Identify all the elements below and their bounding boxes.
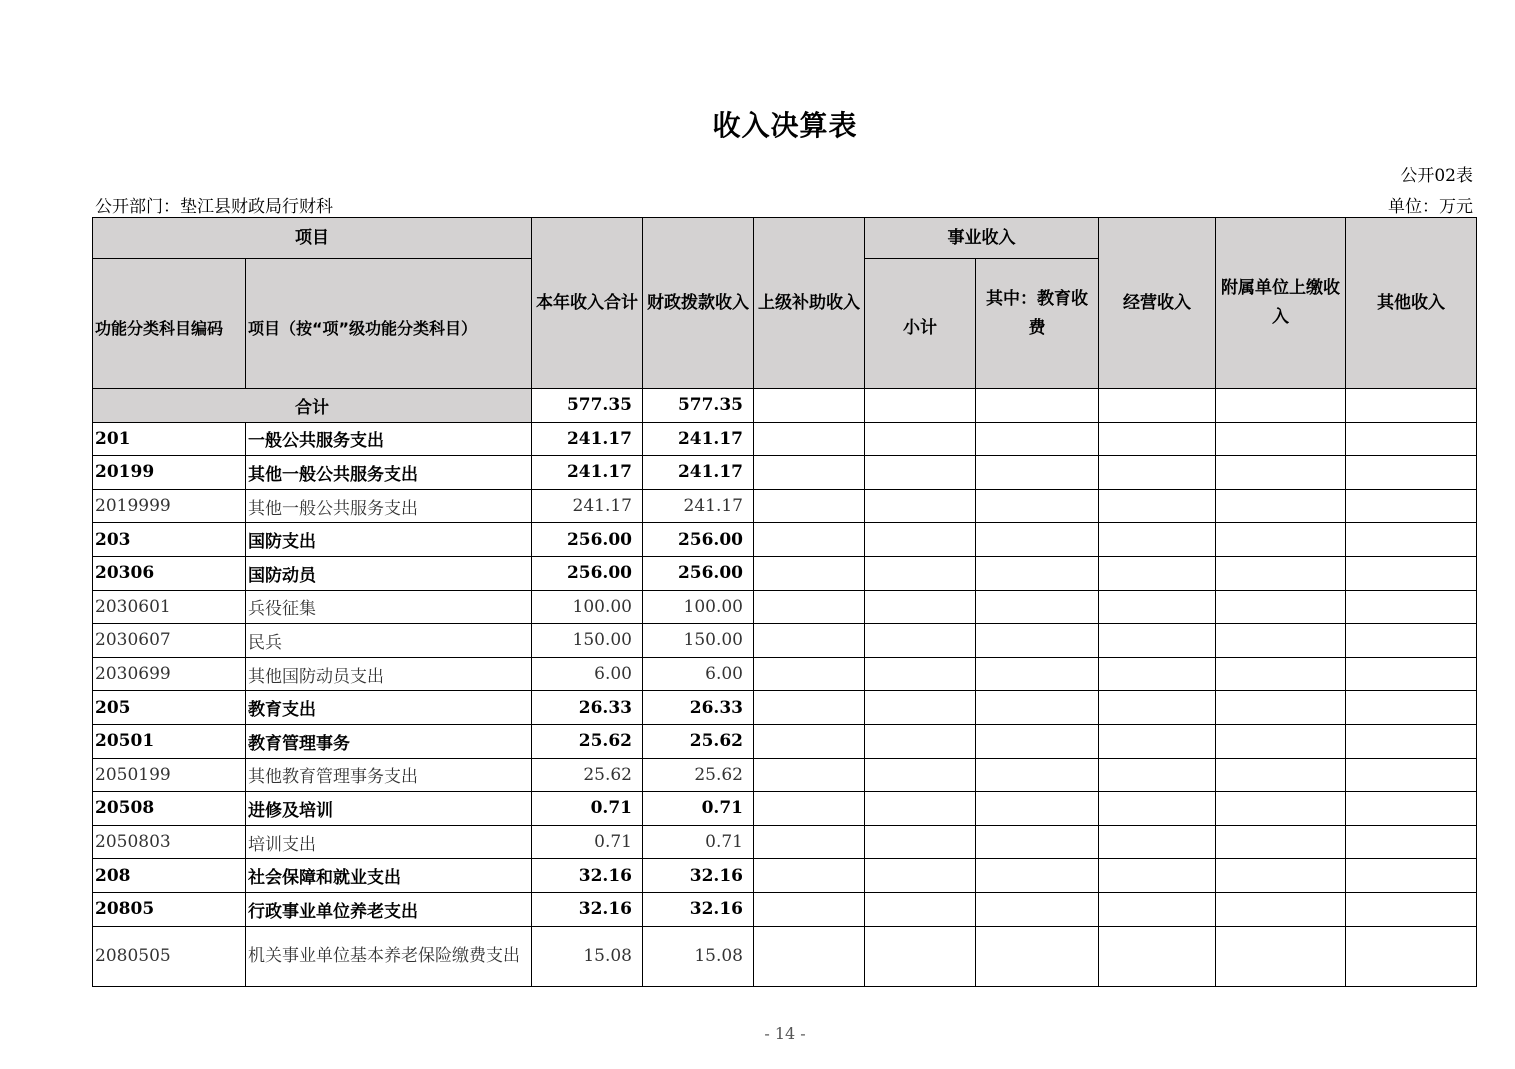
empty-cell (1216, 590, 1346, 624)
empty-cell (976, 859, 1099, 893)
page-title: 收入决算表 (712, 109, 858, 142)
row-code: 205 (93, 691, 246, 725)
row-total-income: 256.00 (532, 556, 643, 590)
table-row (93, 523, 1477, 557)
empty-cell (1346, 825, 1477, 859)
empty-cell (1099, 892, 1216, 926)
row-code: 20306 (93, 556, 246, 590)
header-affiliated: 附属单位上缴收入 (1216, 218, 1346, 389)
row-name: 国防动员 (246, 556, 532, 590)
empty-cell (865, 825, 976, 859)
empty-cell (1216, 892, 1346, 926)
empty-cell (1216, 691, 1346, 725)
row-total-income: 6.00 (532, 657, 643, 691)
row-fiscal: 15.08 (643, 926, 754, 986)
table-row (93, 422, 1477, 456)
empty-cell (865, 590, 976, 624)
row-code: 2019999 (93, 489, 246, 523)
row-fiscal: 256.00 (643, 523, 754, 557)
empty-cell (1099, 489, 1216, 523)
row-name: 兵役征集 (246, 590, 532, 624)
empty-cell (976, 422, 1099, 456)
table-row (93, 624, 1477, 658)
row-total-income: 241.17 (532, 456, 643, 490)
empty-cell (1346, 691, 1477, 725)
row-total-income: 26.33 (532, 691, 643, 725)
empty-cell (754, 456, 865, 490)
row-name: 国防支出 (246, 523, 532, 557)
empty-cell (1216, 422, 1346, 456)
row-fiscal: 0.71 (643, 825, 754, 859)
row-name: 其他一般公共服务支出 (246, 489, 532, 523)
row-fiscal: 32.16 (643, 892, 754, 926)
row-total-income: 241.17 (532, 489, 643, 523)
header-total-income: 本年收入合计 (532, 218, 643, 389)
row-name: 一般公共服务支出 (246, 422, 532, 456)
row-total-income: 32.16 (532, 859, 643, 893)
empty-cell (754, 489, 865, 523)
empty-cell (1346, 624, 1477, 658)
row-code: 2050803 (93, 825, 246, 859)
table-row (93, 724, 1477, 758)
empty-cell (976, 792, 1099, 826)
total-fiscal-value: 577.35 (643, 389, 754, 423)
empty-cell (1346, 489, 1477, 523)
empty-cell (976, 624, 1099, 658)
empty-cell (754, 859, 865, 893)
empty-cell (1216, 556, 1346, 590)
empty-cell (1346, 926, 1477, 986)
row-code: 208 (93, 859, 246, 893)
empty-cell (976, 892, 1099, 926)
empty-cell (1346, 892, 1477, 926)
department-label: 公开部门：垫江县财政局行财科 (95, 197, 333, 217)
empty-cell (1346, 556, 1477, 590)
row-fiscal: 32.16 (643, 859, 754, 893)
empty-cell (754, 556, 865, 590)
row-name: 行政事业单位养老支出 (246, 892, 532, 926)
header-edu-fee: 其中：教育收费 (976, 259, 1099, 389)
total-label: 合计 (93, 389, 532, 423)
row-name: 教育管理事务 (246, 724, 532, 758)
empty-cell (865, 523, 976, 557)
header-subtotal: 小计 (865, 259, 976, 389)
row-total-income: 25.62 (532, 724, 643, 758)
empty-cell (1216, 825, 1346, 859)
unit-label: 单位：万元 (1388, 197, 1473, 217)
row-code: 20805 (93, 892, 246, 926)
row-name: 其他国防动员支出 (246, 657, 532, 691)
empty-cell (1099, 624, 1216, 658)
empty-cell (754, 691, 865, 725)
empty-cell (976, 590, 1099, 624)
empty-cell (976, 456, 1099, 490)
empty-cell (1099, 758, 1216, 792)
row-fiscal: 100.00 (643, 590, 754, 624)
empty-cell (865, 724, 976, 758)
table-row (93, 489, 1477, 523)
header-fiscal: 财政拨款收入 (643, 218, 754, 389)
empty-cell (754, 892, 865, 926)
empty-cell (865, 624, 976, 658)
empty-cell (976, 724, 1099, 758)
table-row (93, 590, 1477, 624)
empty-cell (865, 691, 976, 725)
income-table (92, 217, 1477, 987)
row-fiscal: 25.62 (643, 724, 754, 758)
empty-cell (865, 892, 976, 926)
row-total-income: 15.08 (532, 926, 643, 986)
table-row (93, 758, 1477, 792)
table-row (93, 657, 1477, 691)
row-fiscal: 241.17 (643, 456, 754, 490)
empty-cell (1216, 523, 1346, 557)
row-code: 20501 (93, 724, 246, 758)
empty-cell (1346, 422, 1477, 456)
empty-cell (754, 657, 865, 691)
empty-cell (865, 556, 976, 590)
row-total-income: 241.17 (532, 422, 643, 456)
empty-cell (754, 926, 865, 986)
empty-cell (865, 489, 976, 523)
empty-cell (1216, 657, 1346, 691)
table-row (93, 456, 1477, 490)
empty-cell (754, 792, 865, 826)
empty-cell (1216, 489, 1346, 523)
row-name: 社会保障和就业支出 (246, 859, 532, 893)
empty-cell (1099, 556, 1216, 590)
empty-cell (1216, 624, 1346, 658)
empty-cell (1099, 657, 1216, 691)
empty-cell (1099, 523, 1216, 557)
empty-cell (754, 825, 865, 859)
row-code: 2050199 (93, 758, 246, 792)
row-code: 2030699 (93, 657, 246, 691)
row-code: 2030607 (93, 624, 246, 658)
row-code: 20199 (93, 456, 246, 490)
row-fiscal: 241.17 (643, 489, 754, 523)
empty-cell (754, 422, 865, 456)
empty-cell (976, 926, 1099, 986)
empty-cell (1099, 691, 1216, 725)
row-total-income: 0.71 (532, 792, 643, 826)
header-project: 项目 (93, 218, 532, 259)
empty-cell (1216, 456, 1346, 490)
empty-cell (865, 792, 976, 826)
row-code: 201 (93, 422, 246, 456)
empty-cell (865, 422, 976, 456)
table-row (93, 859, 1477, 893)
row-name: 教育支出 (246, 691, 532, 725)
empty-cell (1099, 422, 1216, 456)
row-total-income: 150.00 (532, 624, 643, 658)
empty-cell (754, 724, 865, 758)
empty-cell (1346, 456, 1477, 490)
row-name: 培训支出 (246, 825, 532, 859)
empty-cell (1346, 758, 1477, 792)
total-income-value: 577.35 (532, 389, 643, 423)
empty-cell (1346, 859, 1477, 893)
empty-cell (1346, 792, 1477, 826)
header-code: 功能分类科目编码 (93, 259, 246, 389)
empty-cell (976, 657, 1099, 691)
form-number: 公开02表 (1400, 166, 1473, 186)
table-row (93, 892, 1477, 926)
row-fiscal: 25.62 (643, 758, 754, 792)
empty-cell (1099, 859, 1216, 893)
page-number: - 14 - (764, 1024, 806, 1043)
empty-cell (976, 758, 1099, 792)
row-total-income: 100.00 (532, 590, 643, 624)
empty-cell (1216, 926, 1346, 986)
empty-cell (1346, 657, 1477, 691)
row-name: 民兵 (246, 624, 532, 658)
row-name: 机关事业单位基本养老保险缴费支出 (246, 926, 532, 986)
row-fiscal: 241.17 (643, 422, 754, 456)
row-name: 进修及培训 (246, 792, 532, 826)
total-row (93, 389, 1477, 423)
row-code: 2080505 (93, 926, 246, 986)
empty-cell (1099, 456, 1216, 490)
table-row (93, 825, 1477, 859)
header-superior: 上级补助收入 (754, 218, 865, 389)
empty-cell (754, 590, 865, 624)
empty-cell (976, 556, 1099, 590)
empty-cell (865, 859, 976, 893)
empty-cell (1216, 724, 1346, 758)
row-name: 其他一般公共服务支出 (246, 456, 532, 490)
row-fiscal: 150.00 (643, 624, 754, 658)
table-row (93, 691, 1477, 725)
empty-cell (865, 657, 976, 691)
row-total-income: 256.00 (532, 523, 643, 557)
empty-cell (754, 523, 865, 557)
empty-cell (1216, 792, 1346, 826)
empty-cell (865, 456, 976, 490)
empty-cell (1099, 926, 1216, 986)
row-name: 其他教育管理事务支出 (246, 758, 532, 792)
empty-cell (976, 489, 1099, 523)
header-other: 其他收入 (1346, 218, 1477, 389)
header-name: 项目（按“项”级功能分类科目） (246, 259, 532, 389)
empty-cell (1099, 724, 1216, 758)
row-code: 203 (93, 523, 246, 557)
row-total-income: 32.16 (532, 892, 643, 926)
table-row (93, 556, 1477, 590)
empty-cell (754, 624, 865, 658)
empty-cell (865, 926, 976, 986)
row-fiscal: 256.00 (643, 556, 754, 590)
empty-cell (1346, 724, 1477, 758)
empty-cell (976, 523, 1099, 557)
header-operating: 经营收入 (1099, 218, 1216, 389)
empty-cell (754, 758, 865, 792)
row-code: 20508 (93, 792, 246, 826)
empty-cell (1346, 590, 1477, 624)
table-row (93, 926, 1477, 986)
empty-cell (1099, 792, 1216, 826)
row-total-income: 0.71 (532, 825, 643, 859)
row-fiscal: 6.00 (643, 657, 754, 691)
row-fiscal: 0.71 (643, 792, 754, 826)
empty-cell (976, 825, 1099, 859)
table-row (93, 792, 1477, 826)
empty-cell (1216, 859, 1346, 893)
empty-cell (1099, 590, 1216, 624)
empty-cell (976, 691, 1099, 725)
empty-cell (865, 758, 976, 792)
empty-cell (1099, 825, 1216, 859)
header-business: 事业收入 (865, 218, 1099, 259)
empty-cell (1216, 758, 1346, 792)
row-total-income: 25.62 (532, 758, 643, 792)
row-code: 2030601 (93, 590, 246, 624)
empty-cell (1346, 523, 1477, 557)
row-fiscal: 26.33 (643, 691, 754, 725)
